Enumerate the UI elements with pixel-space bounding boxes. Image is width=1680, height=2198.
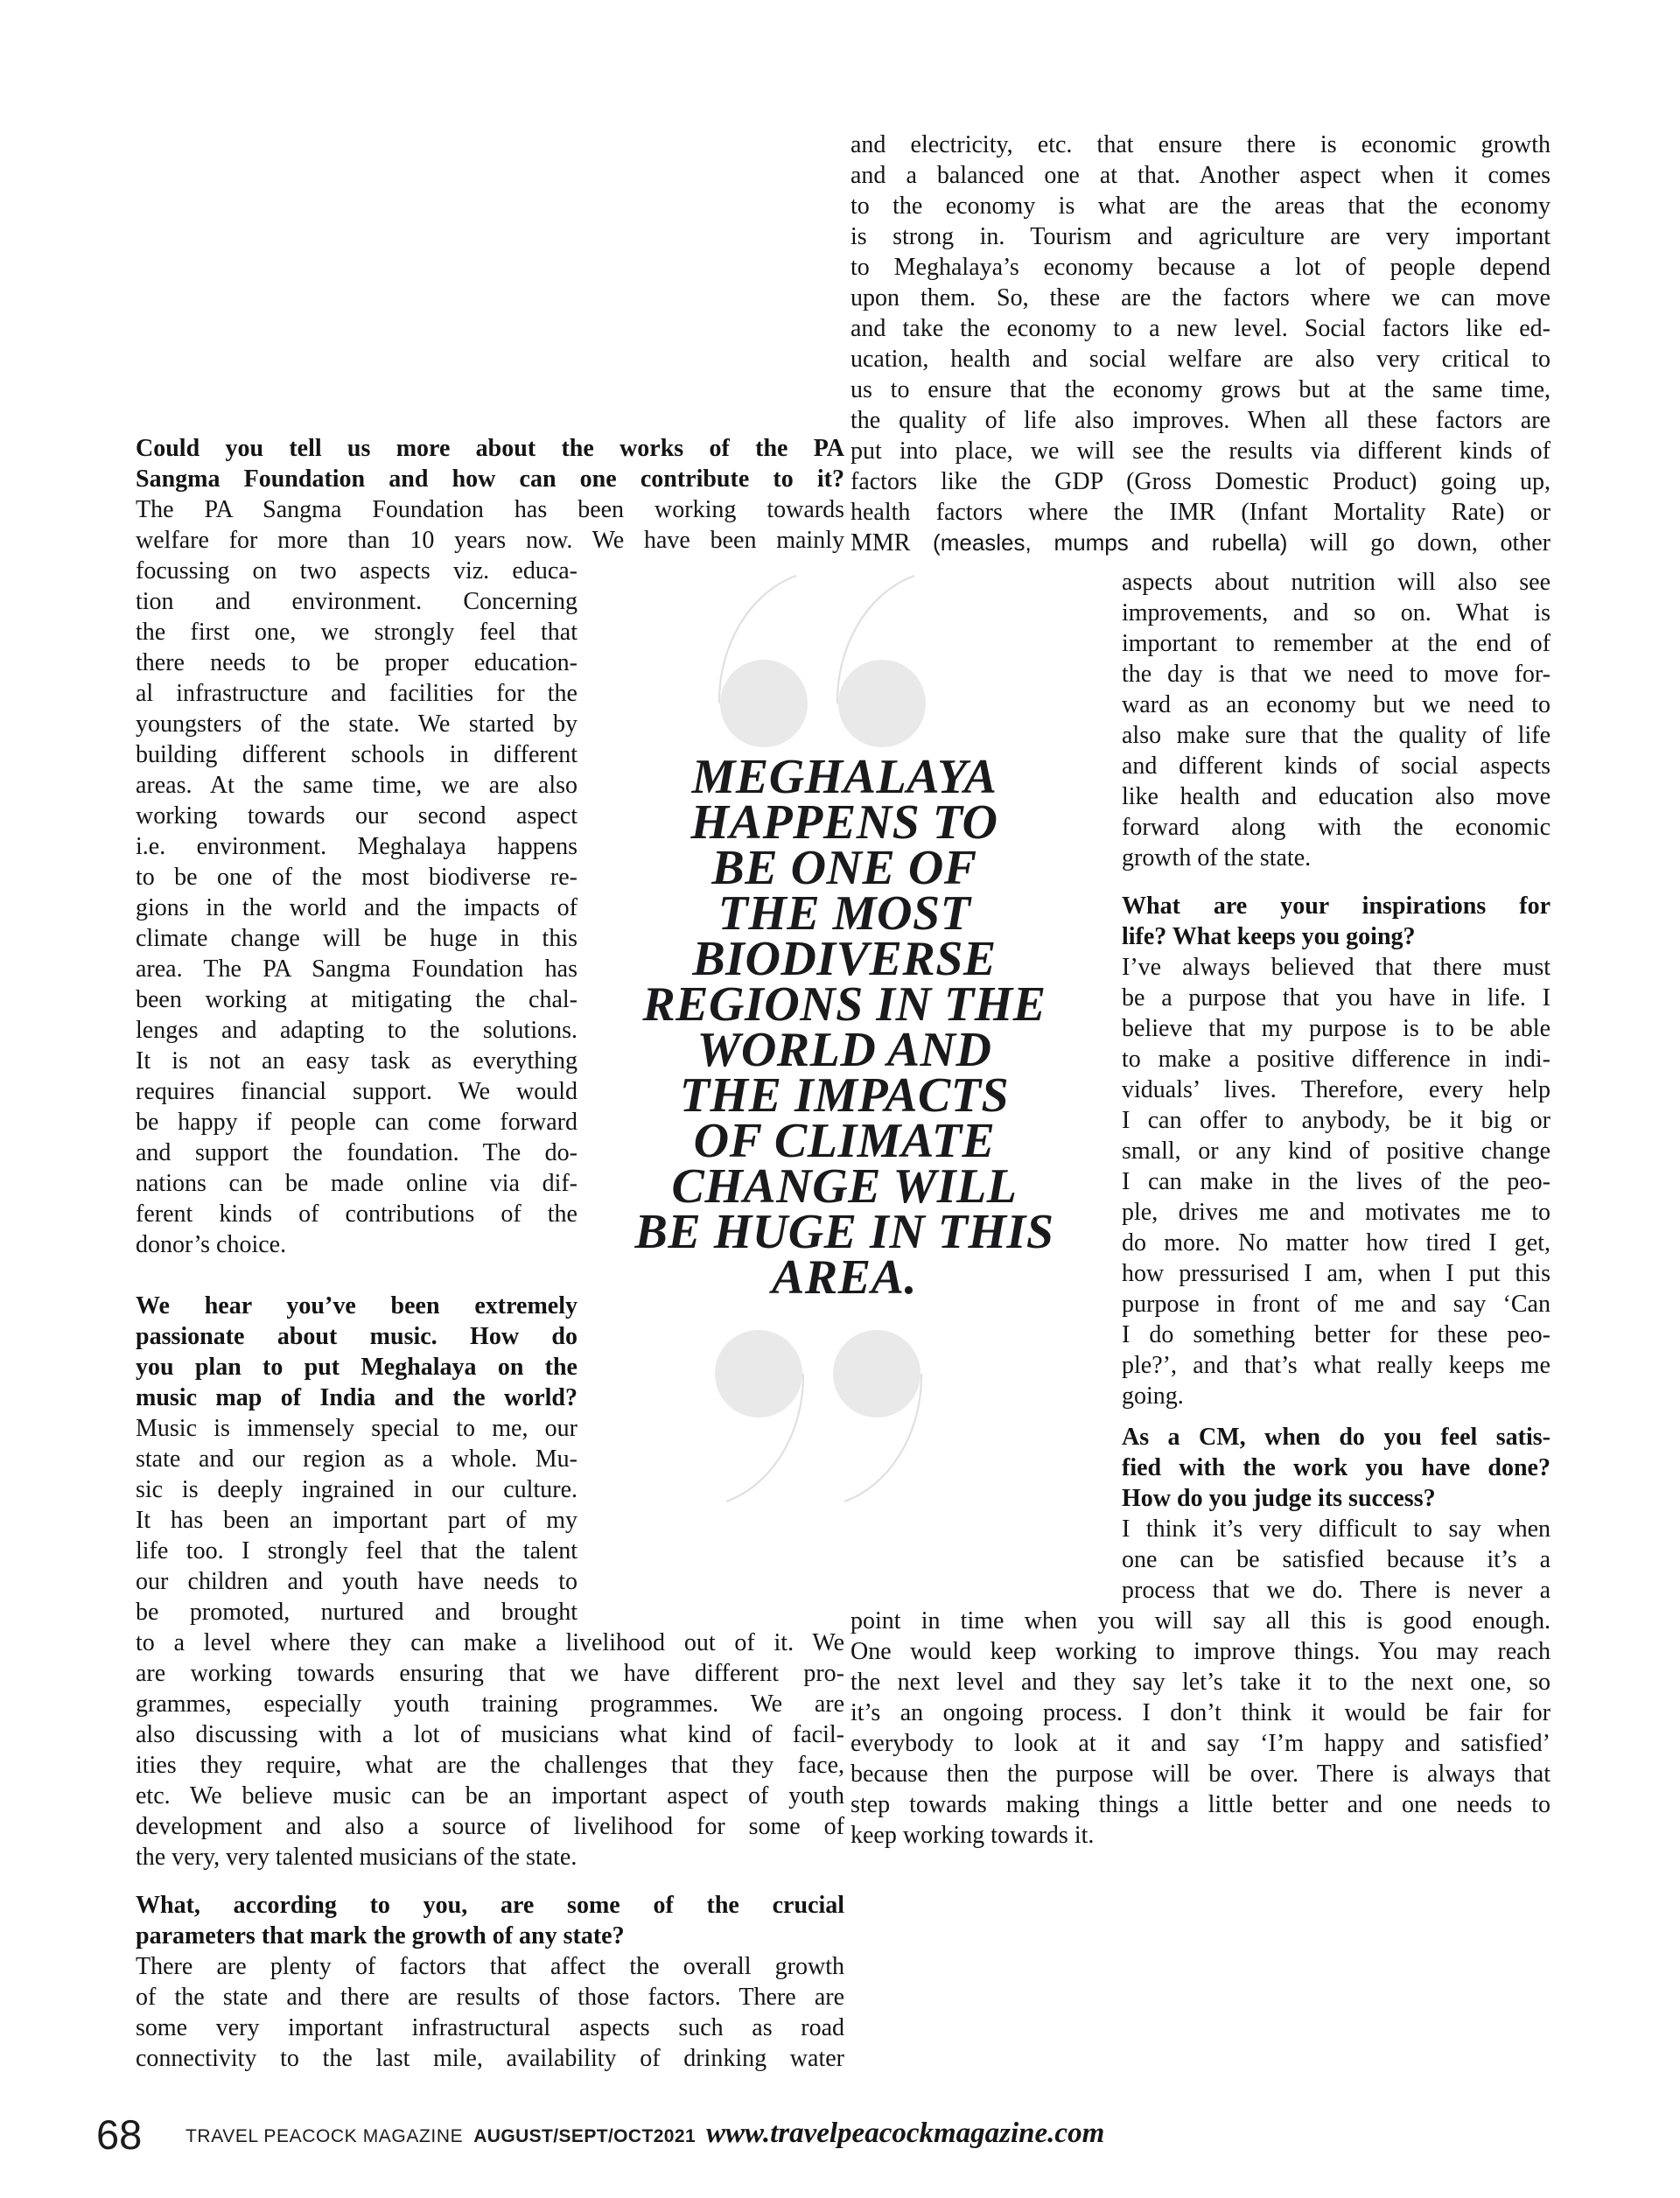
pull-quote xyxy=(569,750,1120,1305)
text-line: ple, drives me and motivates me to xyxy=(1122,1199,1550,1226)
text-line: I can offer to anybody, be it big or xyxy=(1122,1107,1550,1134)
open-quote-icon xyxy=(696,570,949,754)
text-line: As a CM, when do you feel satis- xyxy=(1122,1424,1550,1451)
text-line: purpose in front of me and say ‘Can xyxy=(1122,1291,1550,1318)
text-line: the first one, we strongly feel that xyxy=(136,619,578,646)
issue-date: AUGUST/SEPT/OCT2021 xyxy=(473,2126,696,2146)
text-line: be a purpose that you have in life. I xyxy=(1122,984,1550,1012)
text-line: grammes, especially youth training programmes. We are xyxy=(136,1690,844,1718)
pull-quote-line: BE ONE OF xyxy=(711,841,977,895)
text-line: it’s an ongoing process. I don’t think it would be fair for xyxy=(850,1699,1550,1726)
text-line: aspects about nutrition will also see xyxy=(1122,569,1550,596)
pull-quote-line: AREA. xyxy=(772,1250,917,1305)
text-line: and take the economy to a new level. Social factors like ed- xyxy=(850,315,1550,342)
text-line: ward as an economy but we need to xyxy=(1122,691,1550,718)
text-line: sic is deeply ingrained in our culture. xyxy=(136,1476,578,1503)
text-line: how pressurised I am, when I put this xyxy=(1122,1260,1550,1287)
text-line: Music is immensely special to me, our xyxy=(136,1415,578,1442)
text-line: be promoted, nurtured and brought xyxy=(136,1599,578,1626)
text-line: state and our region as a whole. Mu- xyxy=(136,1446,578,1473)
text-line: We hear you’ve been extremely xyxy=(136,1292,578,1320)
pull-quote-line: CHANGE WILL xyxy=(671,1159,1018,1214)
text-line: welfare for more than 10 years now. We have been mainly xyxy=(136,527,844,554)
text-line: do more. No matter how tired I get, xyxy=(1122,1229,1550,1256)
answer-economy-wide xyxy=(850,130,1550,558)
answer-satisfaction-wide xyxy=(850,1606,1550,1851)
text-line: be happy if people can come forward xyxy=(136,1109,578,1136)
close-quote-icon xyxy=(691,1323,945,1507)
text-line: Sangma Foundation and how can one contribute to it? xyxy=(136,466,844,493)
text-line: life? What keeps you going? xyxy=(1122,923,1416,950)
text-line: you plan to put Meghalaya on the xyxy=(136,1354,578,1381)
text-line: our children and youth have needs to xyxy=(136,1568,578,1595)
text-line: there needs to be proper education- xyxy=(136,649,578,676)
question-inspirations xyxy=(1122,891,1550,952)
pull-quote-line: MEGHALAYA xyxy=(691,750,998,804)
text-line: youngsters of the state. We started by xyxy=(136,710,578,738)
highlighted-sans-text: (measles, mumps and rubella) xyxy=(933,529,1288,556)
text-line: areas. At the same time, we are also xyxy=(136,772,578,799)
text-line: tion and environment. Concerning xyxy=(136,588,578,615)
text-line: etc. We believe music can be an important aspect of youth xyxy=(136,1782,844,1810)
text-line: and different kinds of social aspects xyxy=(1122,752,1550,780)
text-line: to Meghalaya’s economy because a lot of people depend xyxy=(850,254,1550,281)
text-line: factors like the GDP (Gross Domestic Product) going up, xyxy=(850,468,1550,495)
text-line: also discussing with a lot of musicians what kind of facil- xyxy=(136,1721,844,1748)
pull-quote-line: THE MOST xyxy=(718,886,971,941)
text-line: building different schools in different xyxy=(136,741,578,768)
text-line: parameters that mark the growth of any state? xyxy=(136,1922,625,1950)
text-line: of the state and there are results of those factors. There are xyxy=(136,1984,844,2011)
text-line: I can make in the lives of the peo- xyxy=(1122,1168,1550,1195)
text-line xyxy=(850,528,1550,558)
text-line: and support the foundation. The do- xyxy=(136,1139,578,1166)
text-line: ucation, health and social welfare are also very critical to xyxy=(850,346,1550,373)
text-line: It is not an easy task as everything xyxy=(136,1047,578,1074)
pull-quote-line: OF CLIMATE xyxy=(693,1114,996,1168)
footer-line xyxy=(186,2118,1105,2150)
text-line: What, according to you, are some of the crucial xyxy=(136,1892,844,1919)
serif-text: will go down, other xyxy=(1287,529,1550,556)
text-line: donor’s choice. xyxy=(136,1231,287,1258)
text-line: keep working towards it. xyxy=(850,1822,1095,1849)
text-line: the next level and they say let’s take it to the next one, so xyxy=(850,1669,1550,1696)
text-line: climate change will be huge in this xyxy=(136,925,578,952)
text-line: requires financial support. We would xyxy=(136,1078,578,1105)
text-line: is strong in. Tourism and agriculture are very important xyxy=(850,223,1550,250)
pull-quote-line: REGIONS IN THE xyxy=(642,977,1046,1032)
text-line: point in time when you will say all this is good enough. xyxy=(850,1607,1550,1634)
question-growth-parameters xyxy=(136,1890,844,1951)
text-line: development and also a source of livelihood for some of xyxy=(136,1813,844,1840)
text-line: area. The PA Sangma Foundation has xyxy=(136,956,578,983)
text-line: the quality of life also improves. When all these factors are xyxy=(850,407,1550,434)
text-line: What are your inspirations for xyxy=(1122,892,1550,920)
text-line: One would keep working to improve things. You may reach xyxy=(850,1638,1550,1665)
text-line: lenges and adapting to the solutions. xyxy=(136,1017,578,1044)
magazine-name: TRAVEL PEACOCK MAGAZINE xyxy=(186,2126,464,2146)
text-line: health factors where the IMR (Infant Mortality Rate) or xyxy=(850,499,1550,526)
text-line: gions in the world and the impacts of xyxy=(136,894,578,921)
text-line: some very important infrastructural aspects such as road xyxy=(136,2014,844,2041)
text-line: viduals’ lives. Therefore, every help xyxy=(1122,1076,1550,1103)
text-line: ities they require, what are the challenges that they face, xyxy=(136,1752,844,1779)
pull-quote-line: HAPPENS TO xyxy=(690,795,998,850)
pull-quote-line: BE HUGE IN THIS xyxy=(634,1205,1054,1259)
answer-growth-parameters xyxy=(136,1951,844,2074)
magazine-website: www.travelpeacockmagazine.com xyxy=(706,2118,1105,2149)
text-line: i.e. environment. Meghalaya happens xyxy=(136,833,578,860)
text-line: been working at mitigating the chal- xyxy=(136,986,578,1013)
text-line: us to ensure that the economy grows but at the same time, xyxy=(850,376,1550,403)
pull-quote-line: THE IMPACTS xyxy=(679,1068,1010,1123)
answer-satisfaction-narrow xyxy=(1122,1514,1550,1606)
text-line: ferent kinds of contributions of the xyxy=(136,1200,578,1228)
text-line: to a level where they can make a livelihood out of it. We xyxy=(136,1629,844,1656)
text-line: I think it’s very difficult to say when xyxy=(1122,1516,1550,1543)
text-line: put into place, we will see the results via different kinds of xyxy=(850,438,1550,465)
answer-foundation-continued xyxy=(136,556,578,1260)
text-line: I’ve always believed that there must xyxy=(1122,954,1550,981)
text-line: going. xyxy=(1122,1382,1184,1410)
text-line: important to remember at the end of xyxy=(1122,630,1550,657)
text-line: How do you judge its success? xyxy=(1122,1485,1436,1512)
text-line: one can be satisfied because it’s a xyxy=(1122,1546,1550,1573)
text-line: passionate about music. How do xyxy=(136,1323,578,1350)
text-line: It has been an important part of my xyxy=(136,1507,578,1534)
text-line: like health and education also move xyxy=(1122,783,1550,810)
text-line: also make sure that the quality of life xyxy=(1122,722,1550,749)
text-line: the very, very talented musicians of the state. xyxy=(136,1844,578,1871)
text-line: and electricity, etc. that ensure there is economic growth xyxy=(850,131,1550,158)
text-line: connectivity to the last mile, availability of drinking water xyxy=(136,2045,844,2072)
text-line: focussing on two aspects viz. educa- xyxy=(136,557,578,584)
answer-inspirations xyxy=(1122,952,1550,1411)
text-line: life too. I strongly feel that the talent xyxy=(136,1537,578,1564)
page-number: 68 xyxy=(96,2111,143,2158)
pull-quote-line: WORLD AND xyxy=(696,1023,992,1077)
text-line: working towards our second aspect xyxy=(136,802,578,830)
serif-text: MMR xyxy=(850,529,934,556)
answer-music-narrow xyxy=(136,1413,578,1628)
text-line: everybody to look at it and say ‘I’m happy and satisfied’ xyxy=(850,1730,1550,1757)
text-line: are working towards ensuring that we have different pro- xyxy=(136,1660,844,1687)
text-line: al infrastructure and facilities for the xyxy=(136,680,578,707)
text-line: I do something better for these peo- xyxy=(1122,1321,1550,1348)
text-line: the day is that we need to move for- xyxy=(1122,661,1550,688)
text-line: upon them. So, these are the factors where we can move xyxy=(850,284,1550,312)
text-line: growth of the state. xyxy=(1122,844,1312,872)
text-line: to make a positive difference in indi- xyxy=(1122,1046,1550,1073)
text-line: process that we do. There is never a xyxy=(1122,1577,1550,1604)
text-line: ple?’, and that’s what really keeps me xyxy=(1122,1352,1550,1379)
text-line: because then the purpose will be over. There is always that xyxy=(850,1760,1550,1788)
text-line: There are plenty of factors that affect the overall growth xyxy=(136,1953,844,1980)
text-line: improvements, and so on. What is xyxy=(1122,599,1550,626)
answer-economy-narrow xyxy=(1122,567,1550,873)
text-line: believe that my purpose is to be able xyxy=(1122,1015,1550,1042)
text-line: small, or any kind of positive change xyxy=(1122,1138,1550,1165)
pull-quote-line: BIODIVERSE xyxy=(692,932,997,986)
text-line: nations can be made online via dif- xyxy=(136,1170,578,1197)
question-cm-satisfaction xyxy=(1122,1422,1550,1514)
text-line: music map of India and the world? xyxy=(136,1384,578,1411)
question-pa-sangma-foundation xyxy=(136,433,844,494)
text-line: fied with the work you have done? xyxy=(1122,1454,1550,1481)
text-line: to be one of the most biodiverse re- xyxy=(136,864,578,891)
text-line: The PA Sangma Foundation has been working towards xyxy=(136,496,844,523)
text-line: and a balanced one at that. Another aspect when it comes xyxy=(850,162,1550,189)
question-music xyxy=(136,1291,578,1413)
text-line: forward along with the economic xyxy=(1122,814,1550,841)
text-line: to the economy is what are the areas that the economy xyxy=(850,192,1550,220)
answer-foundation-intro xyxy=(136,494,844,556)
text-line: step towards making things a little better and one needs to xyxy=(850,1791,1550,1818)
text-line: Could you tell us more about the works of the PA xyxy=(136,435,844,462)
answer-music-wide xyxy=(136,1628,844,1872)
